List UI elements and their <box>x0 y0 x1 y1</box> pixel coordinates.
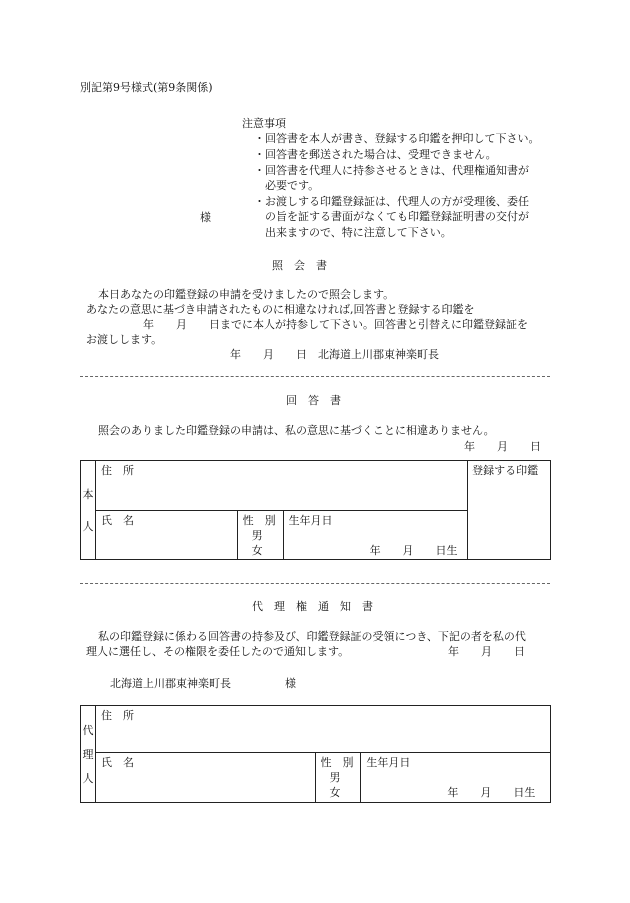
proxy-line: 理人に選任し、その権限を委任したので通知します。 <box>86 645 350 658</box>
note-item: の旨を証する書面がなくても印鑑登録証明書の交付が <box>265 210 529 223</box>
inquiry-line: あなたの意思に基づき申請されたものに相違なければ,回答書と登録する印鑑を <box>86 303 475 316</box>
name-label: 氏 名 <box>100 513 134 527</box>
inquiry-date-sender: 年 月 日 北海道上川郡東神楽町長 <box>230 348 439 361</box>
gender-field[interactable] <box>237 510 283 560</box>
note-item: 必要です。 <box>265 179 320 192</box>
seal-label: 登録する印鑑 <box>472 464 539 477</box>
proxy-gender-male-option[interactable]: 男 <box>329 771 341 785</box>
address-field[interactable] <box>95 461 467 511</box>
proxy-honorific: 様 <box>285 677 296 690</box>
recipient-honorific: 様 <box>200 211 211 224</box>
proxy-label-char: 代 <box>82 724 94 737</box>
note-item: 出来ますので、特に注意して下さい。 <box>265 226 452 239</box>
birthdate-label: 生年月日 <box>288 513 333 527</box>
gender-female-option[interactable]: 女 <box>251 543 263 557</box>
proxy-title: 代 理 権 通 知 書 <box>252 600 373 613</box>
proxy-label-char: 人 <box>82 772 94 785</box>
inquiry-line: 年 月 日までに本人が持参して下さい。回答書と引替えに印鑑登録証を <box>143 318 528 331</box>
note-item: ・お渡しする印鑑登録証は、代理人の方が受理後、委任 <box>254 195 529 208</box>
reply-statement: 照会のありました印鑑登録の申請は、私の意思に基づくことに相違ありません。 <box>98 424 495 437</box>
notes-title: 注意事項 <box>242 117 286 130</box>
person-label-cell <box>81 461 96 560</box>
inquiry-title: 照 会 書 <box>272 259 327 272</box>
cut-line <box>80 583 550 584</box>
proxy-gender-label: 性 別 <box>320 756 354 770</box>
proxy-birthdate-suffix: 年 月 日生 <box>447 786 536 800</box>
reply-table <box>80 460 551 560</box>
reply-date: 年 月 日 <box>464 440 541 453</box>
proxy-name-label: 氏 名 <box>100 756 134 770</box>
cut-line <box>80 376 550 377</box>
proxy-address-field[interactable] <box>95 706 550 753</box>
proxy-date: 年 月 日 <box>448 645 525 658</box>
reply-title: 回 答 書 <box>286 394 341 407</box>
gender-label: 性 別 <box>242 513 276 527</box>
gender-male-option[interactable]: 男 <box>251 528 263 542</box>
proxy-label-char: 理 <box>82 748 94 761</box>
seal-field[interactable] <box>468 461 551 560</box>
note-item: ・回答書を郵送された場合は、受理できません。 <box>254 148 497 161</box>
proxy-gender-female-option[interactable]: 女 <box>329 786 341 800</box>
person-label-char: 人 <box>82 520 94 533</box>
person-label-char: 本 <box>82 488 94 501</box>
inquiry-line: 本日あなたの印鑑登録の申請を受けましたので照会します。 <box>98 288 395 301</box>
proxy-gender-field[interactable] <box>315 753 361 803</box>
proxy-address-label: 住 所 <box>100 709 134 722</box>
birthdate-field[interactable] <box>283 510 468 560</box>
proxy-label-cell <box>81 706 96 803</box>
proxy-line: 私の印鑑登録に係わる回答書の持参及び、印鑑登録証の受領につき、下記の者を私の代 <box>98 630 526 643</box>
proxy-name-field[interactable] <box>95 753 315 803</box>
birthdate-suffix: 年 月 日生 <box>369 543 458 557</box>
address-label: 住 所 <box>100 464 134 477</box>
note-item: ・回答書を本人が書き、登録する印鑑を押印して下さい。 <box>254 132 540 145</box>
form-id: 別記第9号様式(第9条関係) <box>80 81 213 94</box>
proxy-birthdate-label: 生年月日 <box>366 756 411 770</box>
proxy-table <box>80 705 551 803</box>
name-field[interactable] <box>95 510 237 560</box>
note-item: ・回答書を代理人に持参させるときは、代理権通知書が <box>254 164 529 177</box>
proxy-birthdate-field[interactable] <box>361 753 551 803</box>
proxy-addressee: 北海道上川郡東神楽町長 <box>110 677 231 690</box>
inquiry-line: お渡しします。 <box>86 333 163 346</box>
